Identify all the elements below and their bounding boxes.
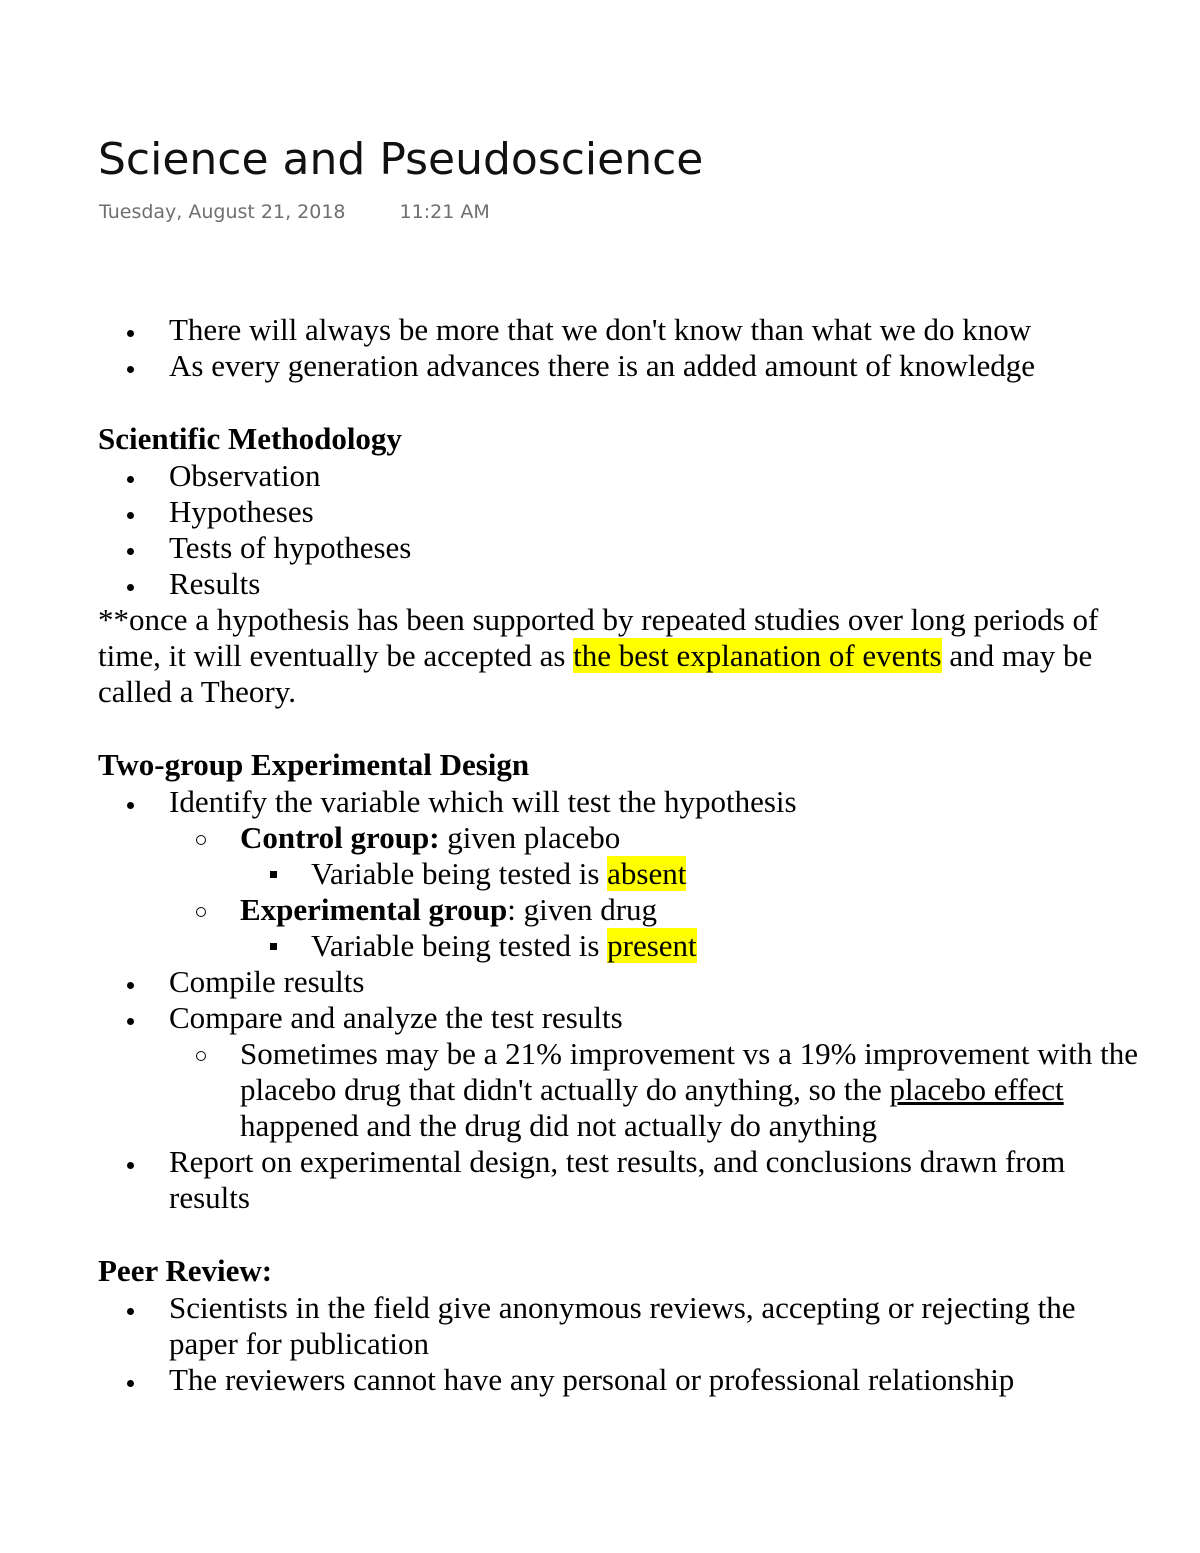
experimental-group-label: Experimental group [240,892,508,927]
note-body [98,312,1138,1434]
list-item [98,784,1138,964]
list-item [169,820,1138,892]
section-heading-peer-review: Peer Review: [98,1253,273,1288]
list-item-text: Variable being tested is [311,856,608,891]
list-item-text: Compare and analyze the test results [169,1000,623,1035]
list-item: Results [98,566,1138,602]
experimental-sub-list [240,928,1138,964]
page-title: Science and Pseudoscience [98,134,704,185]
highlighted-text: present [607,928,697,963]
list-item-text: Sometimes may be a 21% improvement vs a 19% improvement with the placebo drug that didn't actually do anything, so the [240,1036,1138,1107]
theory-note [98,602,1138,710]
note-text: **once a hypothesis has been supported by repeated studies over long periods of time, it will eventually be accepted as [98,602,1099,673]
list-item [169,1036,1138,1144]
list-item: The reviewers cannot have any personal or professional relationship [98,1362,1138,1398]
list-item: As every generation advances there is an added amount of knowledge [98,348,1138,384]
list-item: Tests of hypotheses [98,530,1138,566]
list-item [240,928,1138,964]
list-item [169,892,1138,964]
peer-review-list [98,1290,1138,1398]
list-item: Report on experimental design, test results, and conclusions drawn from results [98,1144,1138,1216]
list-item-text: given placebo [439,820,621,855]
list-item [240,856,1138,892]
list-item-text: happened and the drug did not actually do anything [240,1108,878,1143]
list-item: Scientists in the field give anonymous reviews, accepting or rejecting the paper for publication [98,1290,1138,1362]
list-item-text: : given drug [507,892,658,927]
section-heading-methodology: Scientific Methodology [98,421,402,456]
list-item: There will always be more that we don't know than what we do know [98,312,1138,348]
list-item-text: Identify the variable which will test the hypothesis [169,784,797,819]
control-group-label: Control group: [240,820,440,855]
compare-sub-list [169,1036,1138,1144]
highlighted-text: absent [607,856,687,891]
page-time: 11:21 AM [399,201,490,223]
control-sub-list [240,856,1138,892]
section-heading-design: Two-group Experimental Design [98,747,530,782]
list-item: Observation [98,458,1138,494]
underlined-text: placebo effect [889,1072,1064,1107]
group-list [169,820,1138,964]
note-text: and may be called a Theory. [98,638,1093,709]
methodology-list [98,458,1138,602]
page-date: Tuesday, August 21, 2018 [99,201,346,223]
list-item [98,1000,1138,1144]
list-item: Compile results [98,964,1138,1000]
list-item: Hypotheses [98,494,1138,530]
intro-list [98,312,1138,384]
list-item-text: Variable being tested is [311,928,608,963]
page-timestamp [99,201,490,223]
design-list [98,784,1138,1216]
highlighted-text: the best explanation of events [573,638,942,673]
